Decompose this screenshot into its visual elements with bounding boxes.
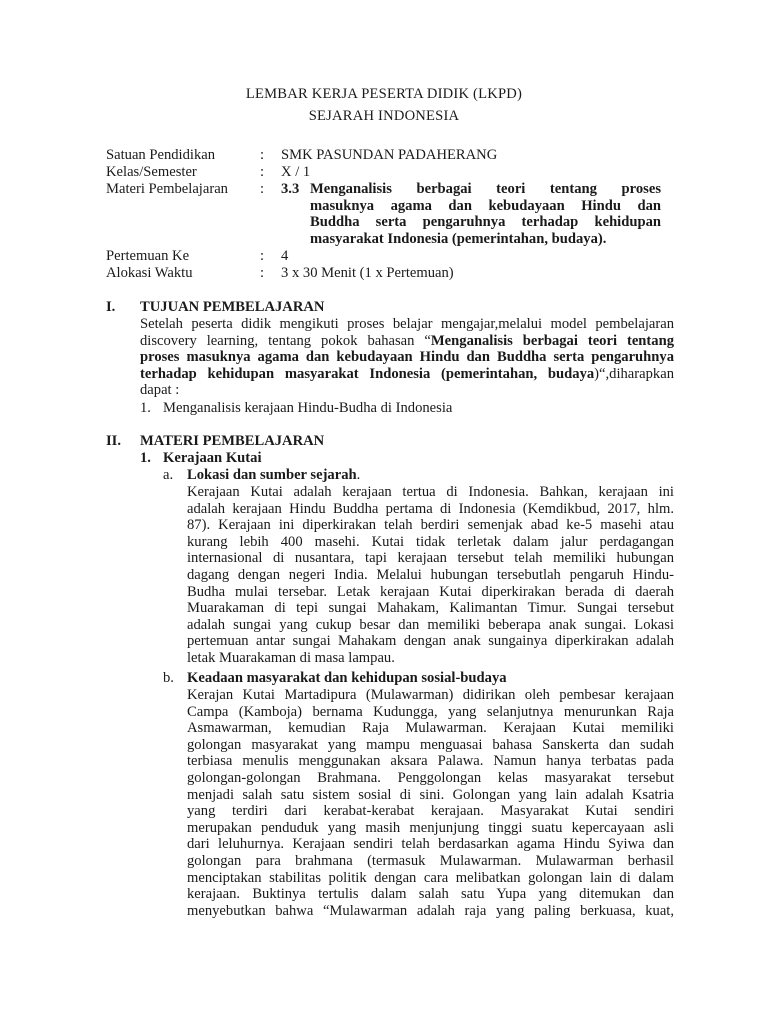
label-satuan: Satuan Pendidikan bbox=[106, 147, 216, 163]
list-item-text: Menganalisis kerajaan Hindu-Budha di Indonesia bbox=[163, 400, 453, 416]
label-alokasi: Alokasi Waktu bbox=[106, 265, 193, 281]
colon: : bbox=[260, 147, 265, 163]
point-b-heading: Keadaan masyarakat dan kehidupan sosial-budaya bbox=[187, 670, 507, 686]
value-pertemuan: 4 bbox=[281, 248, 289, 264]
point-b-letter: b. bbox=[163, 670, 174, 686]
colon: : bbox=[260, 164, 265, 180]
colon: : bbox=[260, 181, 265, 197]
subsection-heading: Kerajaan Kutai bbox=[163, 450, 262, 466]
value-alokasi: 3 x 30 Menit (1 x Pertemuan) bbox=[281, 265, 454, 281]
point-b-paragraph: Kerajan Kutai Martadipura (Mulawarman) didirikan oleh pembesar kerajaan Campa (Kamboja) bernama Kudungga, yang selanjutnya menurunkan Raja Asmawarman, kemudian Raja Mulawarman. Kerajaan Kutai memiliki golongan masyarakat yang mampu menguasai bahasa Sanskerta dan sudah terbiasa menulis menggunakan aksara Palawa. Namun hanya terbatas pada golongan-golongan Brahmana. Penggolongan kelas masyarakat tersebut menjadi salah satu sistem sosial di sini. Golongan yang lain adalah Ksatria yang terdiri dari kerabat-kerabat kerajaan. Masyarakat Kutai sendiri merupakan penduduk yang masih menjunjung tinggi suatu kepercayaan asli dari leluhurnya. Kerajaan sendiri telah berdasarkan agama Hindu Syiwa dan golongan para brahmana (termasuk Mulawarman. Mulawarman berhasil menciptakan stabilitas politik dengan cara melibatkan golongan lain di dalam kerajaan. Buktinya tertulis dalam salah satu Yupa yang ditemukan dan menyebutkan bahwa “Mulawarman adalah raja yang paling berkuasa, kuat, bbox=[187, 687, 674, 919]
section-heading: MATERI PEMBELAJARAN bbox=[140, 433, 325, 449]
value-kelas: X / 1 bbox=[281, 164, 311, 180]
colon: : bbox=[260, 248, 265, 264]
colon: : bbox=[260, 265, 265, 281]
section-number: I. bbox=[106, 299, 116, 315]
value-satuan: SMK PASUNDAN PADAHERANG bbox=[281, 147, 498, 163]
section-paragraph: Setelah peserta didik mengikuti proses belajar mengajar,melalui model pembelajaran discovery learning, tentang pokok bahasan “Menganalisis berbagai teori tentang proses masuknya agama dan kebudayaan Hindu dan Buddha serta pengaruhnya terhadap kehidupan masyarakat Indonesia (pemerintahan, budaya)“,diharapkan dapat : bbox=[140, 316, 674, 399]
section-number: II. bbox=[106, 433, 122, 449]
subsection-number: 1. bbox=[140, 450, 151, 466]
document-title: LEMBAR KERJA PESERTA DIDIK (LKPD) bbox=[245, 86, 523, 102]
materi-text: Menganalisis berbagai teori tentang proses masuknya agama dan kebudayaan Hindu dan Buddha serta pengaruhnya terhadap kehidupan masyarakat Indonesia (pemerintahan, budaya). bbox=[310, 181, 661, 247]
point-a-letter: a. bbox=[163, 467, 174, 483]
label-kelas: Kelas/Semester bbox=[106, 164, 197, 180]
document-subtitle: SEJARAH INDONESIA bbox=[308, 108, 460, 124]
label-pertemuan: Pertemuan Ke bbox=[106, 248, 190, 264]
point-a-paragraph: Kerajaan Kutai adalah kerajaan tertua di Indonesia. Bahkan, kerajaan ini adalah kerajaan Hindu Buddha pertama di Indonesia (Kemdikbud, 2017, hlm. 87). Kerajaan ini diperkirakan telah berdiri semenjak abad ke-5 masehi atau kurang lebih 400 masehi. Kutai tidak terletak dalam jalur perdagangan internasional di nusantara, tapi kerajaan tersebut telah memiliki hubungan dagang dengan negeri India. Melalui hubungan tersebutlah pengaruh Hindu- Budha mulai tersebar. Letak kerajaan Kutai diperkirakan berada di daerah Muarakaman di tepi sungai Mahakam, Kalimantan Timur. Sungai tersebut adalah sungai yang cukup besar dan memiliki beberapa anak sungai. Lokasi pertemuan antar sungai Mahakam dengan anak sungainya diperkirakan adalah letak Muarakaman di masa lampau. bbox=[187, 484, 674, 666]
materi-number: 3.3 bbox=[281, 181, 300, 197]
label-materi: Materi Pembelajaran bbox=[106, 181, 228, 197]
section-heading: TUJUAN PEMBELAJARAN bbox=[140, 299, 325, 315]
list-item-number: 1. bbox=[140, 400, 151, 416]
point-a-heading: Lokasi dan sumber sejarah. bbox=[187, 467, 361, 483]
